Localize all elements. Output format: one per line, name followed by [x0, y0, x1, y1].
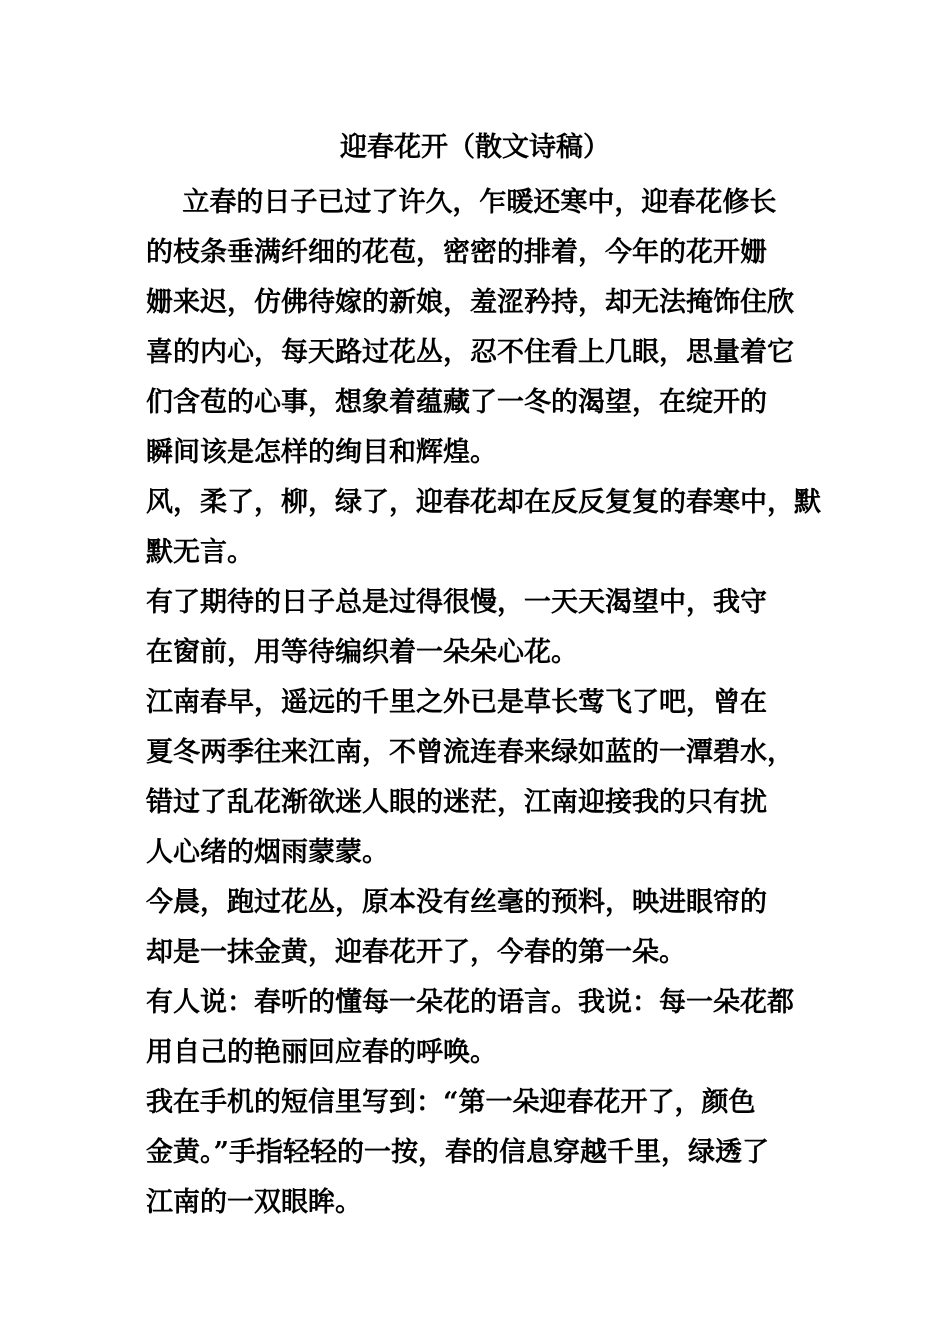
text-line: 人心绪的烟雨蒙蒙。 [146, 837, 389, 868]
text-line: 风，柔了，柳，绿了，迎春花却在反反复复的春寒中，默 [146, 487, 821, 518]
text-line: 我在手机的短信里写到：“第一朵迎春花开了，颜色 [146, 1087, 756, 1118]
text-line: 金黄。”手指轻轻的一按，春的信息穿越千里，绿透了 [146, 1137, 770, 1168]
text-line: 有了期待的日子总是过得很慢，一天天渴望中，我守 [146, 587, 767, 618]
text-line: 在窗前，用等待编织着一朵朵心花。 [146, 637, 578, 668]
text-line: 喜的内心，每天路过花丛，忍不住看上几眼，思量着它 [146, 337, 794, 368]
text-line: 们含苞的心事，想象着蕴藏了一冬的渴望，在绽开的 [146, 387, 767, 418]
document-body [146, 178, 821, 1228]
text-line: 错过了乱花渐欲迷人眼的迷茫，江南迎接我的只有扰 [146, 787, 767, 818]
text-line: 今晨，跑过花丛，原本没有丝毫的预料，映进眼帘的 [146, 887, 767, 918]
text-line: 瞬间该是怎样的绚目和辉煌。 [146, 437, 497, 468]
text-line: 用自己的艳丽回应春的呼唤。 [146, 1037, 497, 1068]
text-line: 默无言。 [146, 537, 254, 568]
document-title: 迎春花开（散文诗稿） [340, 132, 610, 163]
text-line: 江南春早，遥远的千里之外已是草长莺飞了吧，曾在 [146, 687, 767, 718]
text-line: 江南的一双眼眸。 [146, 1187, 362, 1218]
text-line: 有人说：春听的懂每一朵花的语言。我说：每一朵花都 [146, 987, 794, 1018]
text-line: 立春的日子已过了许久，乍暖还寒中，迎春花修长 [146, 187, 777, 218]
text-line: 夏冬两季往来江南，不曾流连春来绿如蓝的一潭碧水， [146, 737, 794, 768]
text-line: 的枝条垂满纤细的花苞，密密的排着，今年的花开姗 [146, 237, 767, 268]
text-line: 却是一抹金黄，迎春花开了，今春的第一朵。 [146, 937, 686, 968]
text-line: 姗来迟，仿佛待嫁的新娘，羞涩矜持，却无法掩饰住欣 [146, 287, 794, 318]
